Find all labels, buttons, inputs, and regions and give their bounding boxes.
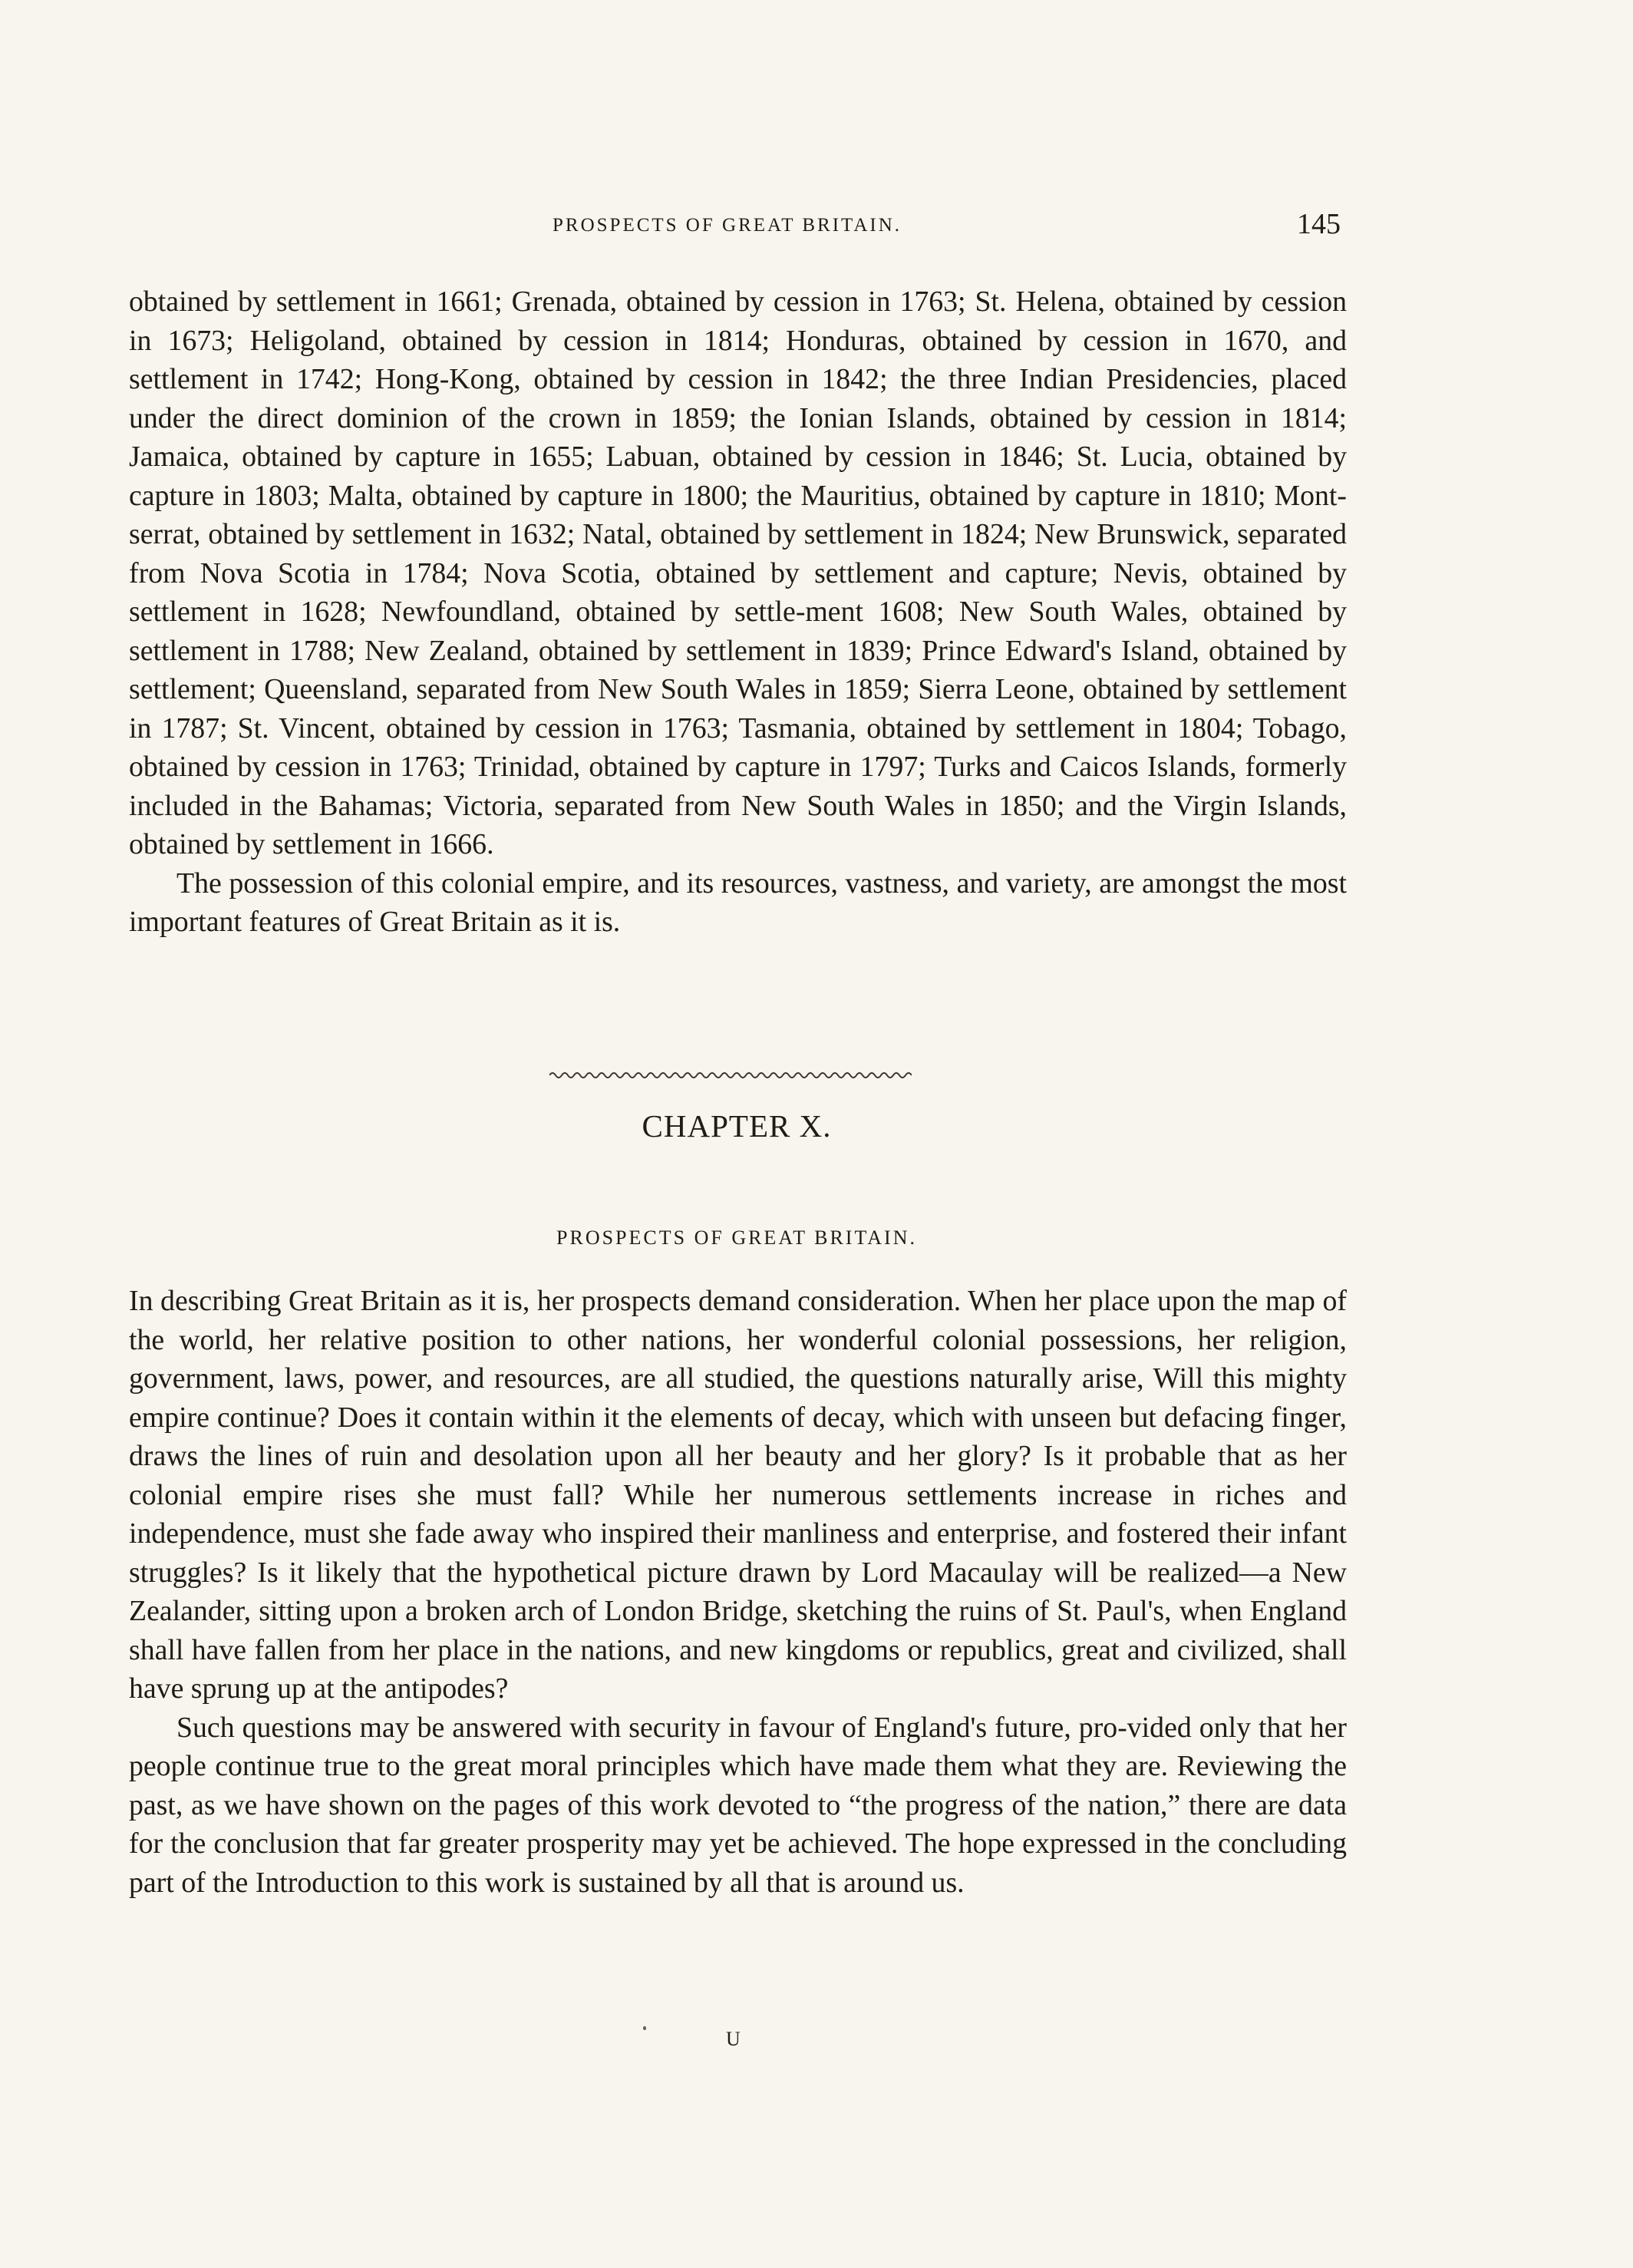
opening-paragraph (129, 1282, 1347, 1708)
chapter-body (129, 1282, 1347, 1902)
running-head: PROSPECTS OF GREAT BRITAIN. (553, 215, 902, 236)
page-number: 145 (1297, 208, 1341, 240)
chapter-title: CHAPTER X. (642, 1108, 832, 1144)
ink-speck (643, 2026, 646, 2030)
answer-paragraph: Such questions may be answered with security in favour of England's future, pro-vided only that her people continue true to the great moral principles which have made them what they are. Reviewing the past, as we have shown on the pages of this work devoted to “the progress of the nation,” there are data for the conclusion that far greater prosperity may yet be achieved. The hope expressed in the concluding part of the Introduction to this work is sustained by all that is around us. (129, 1711, 1347, 1899)
signature-mark: U (726, 2028, 741, 2050)
continuation-text (129, 282, 1347, 942)
wavy-rule-ornament (549, 1068, 912, 1082)
opening-paragraph-text: describing Great Britain as it is, her prospects demand consideration. When her place upon the map of the world, her relative position to other nations, her wonderful colonial possessions, her religion, government, laws, power, and resources, are all studied, the questions naturally arise, Will this mighty empire continue? Does it contain within it the elements of decay, which with unseen but defacing finger, draws the lines of ruin and desolation upon all her beauty and her glory? Is it probable that as her colonial empire rises she must fall? While her numerous settlements increase in riches and independence, must she fade away who inspired their manliness and enterprise, and fostered their infant struggles? Is it likely that the hypothetical picture drawn by Lord Macaulay will be realized—a New Zealander, sitting upon a broken arch of London Bridge, sketching the ruins of St. Paul's, when England shall have fallen from her place in the nations, and new kingdoms or republics, great and civilized, shall have sprung up at the antipodes? (129, 1285, 1347, 1705)
colonies-paragraph: obtained by settlement in 1661; Grenada, obtained by cession in 1763; St. Helena, obtained by cession in 1673; Heligoland, obtained by cession in 1814; Honduras, obtained by cession in 1670, and settlement in 1742; Hong-Kong, obtained by cession in 1842; the three Indian Presidencies, placed under the direct dominion of the crown in 1859; the Ionian Islands, obtained by cession in 1814; Jamaica, obtained by capture in 1655; Labuan, obtained by cession in 1846; St. Lucia, obtained by capture in 1803; Malta, obtained by capture in 1800; the Mauritius, obtained by capture in 1810; Mont-serrat, obtained by settlement in 1632; Natal, obtained by settlement in 1824; New Brunswick, separated from Nova Scotia in 1784; Nova Scotia, obtained by settlement and capture; Nevis, obtained by settlement in 1628; Newfoundland, obtained by settle-ment 1608; New South Wales, obtained by settlement in 1788; New Zealand, obtained by settlement in 1839; Prince Edward's Island, obtained by settlement; Queensland, separated from New South Wales in 1859; Sierra Leone, obtained by settlement in 1787; St. Vincent, obtained by cession in 1763; Tasmania, obtained by settlement in 1804; Tobago, obtained by cession in 1763; Trinidad, obtained by capture in 1797; Turks and Caicos Islands, formerly included in the Bahamas; Victoria, separated from New South Wales in 1850; and the Virgin Islands, obtained by settlement in 1666. (129, 286, 1347, 860)
chapter-subtitle: PROSPECTS OF GREAT BRITAIN. (556, 1226, 917, 1249)
opening-initial: In (129, 1285, 153, 1317)
colonial-empire-paragraph: The possession of this colonial empire, and its resources, vastness, and variety, are amongst the most important features of Great Britain as it is. (129, 867, 1347, 938)
